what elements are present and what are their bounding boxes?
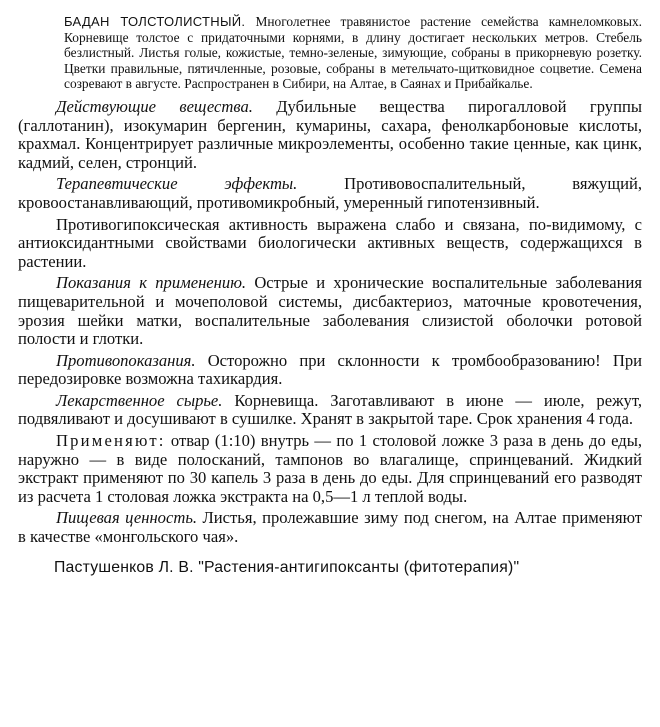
section-text: отвар (1:10) внутрь — по 1 столовой ложке 3 раза в день до еды, наружно — в виде полосканий, тампонов во влагалище, спринцеваний. Жидкий экстракт применяют по 30 капель 3 раза в день до еды. Для спринцеваний его разводят из расчета 1 столовая ложка экстракта на 0,5—1 л теплой воды. bbox=[18, 431, 642, 506]
plant-description: Многолетнее травянистое растение семейства камнеломковых. Корневище толстое с придаточными корнями, в длину достигает нескольких метров. Стебель безлистный. Листья голые, кожистые, темно-зеленые, зимующие, собраны в прикорневую розетку. Цветки правильные, пятичленные, розовые, собраны в метельчато-щитковидное соцветие. Семена созревают в августе. Распространен в Сибири, на Алтае, в Саянах и Прибайкалье. bbox=[64, 14, 643, 92]
section-text: Острые и хронические воспалительные заболевания пищеварительной и мочеполовой системы, дисбактериоз, маточные кровотечения, эрозия шейки матки, воспалительные заболевания слизистой оболочки ротовой полости и глотки. bbox=[18, 273, 642, 349]
section-label: Действующие вещества. bbox=[56, 96, 253, 116]
section-label: Лекарственное сырье. bbox=[56, 390, 223, 410]
section-raw-material bbox=[18, 392, 642, 429]
section-active-substances bbox=[18, 98, 642, 172]
section-therapeutic-effects bbox=[18, 175, 642, 212]
source-citation: Пастушенков Л. В. "Растения-антигипоксанты (фитотерапия)" bbox=[54, 558, 520, 576]
intro-paragraph bbox=[18, 14, 642, 92]
section-text: Дубильные вещества пирогалловой группы (галлотанин), изокумарин бергенин, кумарины, сахара, фенолкарбоновые кислоты, крахмал. Концентрирует различные микроэлементы, особенно такие ценные, как цинк, кадмий, селен, стронций. bbox=[18, 96, 642, 172]
section-text: Осторожно при склонности к тромбообразованию! При передозировке возможна тахикардия. bbox=[18, 350, 642, 389]
section-label: Противопоказания. bbox=[56, 350, 196, 370]
section-text: Противогипоксическая активность выражена слабо и связана, по-видимому, с антиоксидантными свойствами биологически активных веществ, содержащихся в растении. bbox=[18, 214, 642, 271]
section-label: Пищевая ценность. bbox=[56, 508, 198, 528]
section-label: Применяют: bbox=[56, 431, 166, 451]
section-antihypoxic-activity bbox=[18, 216, 642, 272]
section-text: Корневища. Заготавливают в июне — июле, режут, подвяливают и досушивают в сушилке. Хранят в закрытой таре. Срок хранения 4 года. bbox=[18, 390, 643, 429]
section-food-value bbox=[18, 509, 642, 546]
section-label: Терапевтические эффекты. bbox=[56, 174, 298, 194]
section-indications bbox=[18, 274, 642, 348]
section-label: Показания к применению. bbox=[56, 273, 247, 293]
section-text: Противовоспалительный, вяжущий, кровоостанавливающий, противомикробный, умеренный гипотензивный. bbox=[18, 174, 643, 212]
section-contraindications bbox=[18, 352, 642, 389]
plant-title: БАДАН ТОЛСТОЛИСТНЫЙ. bbox=[64, 14, 246, 29]
section-usage bbox=[18, 432, 642, 506]
section-text: Листья, пролежавшие зиму под снегом, на Алтае применяют в качестве «монгольского чая». bbox=[18, 508, 643, 547]
